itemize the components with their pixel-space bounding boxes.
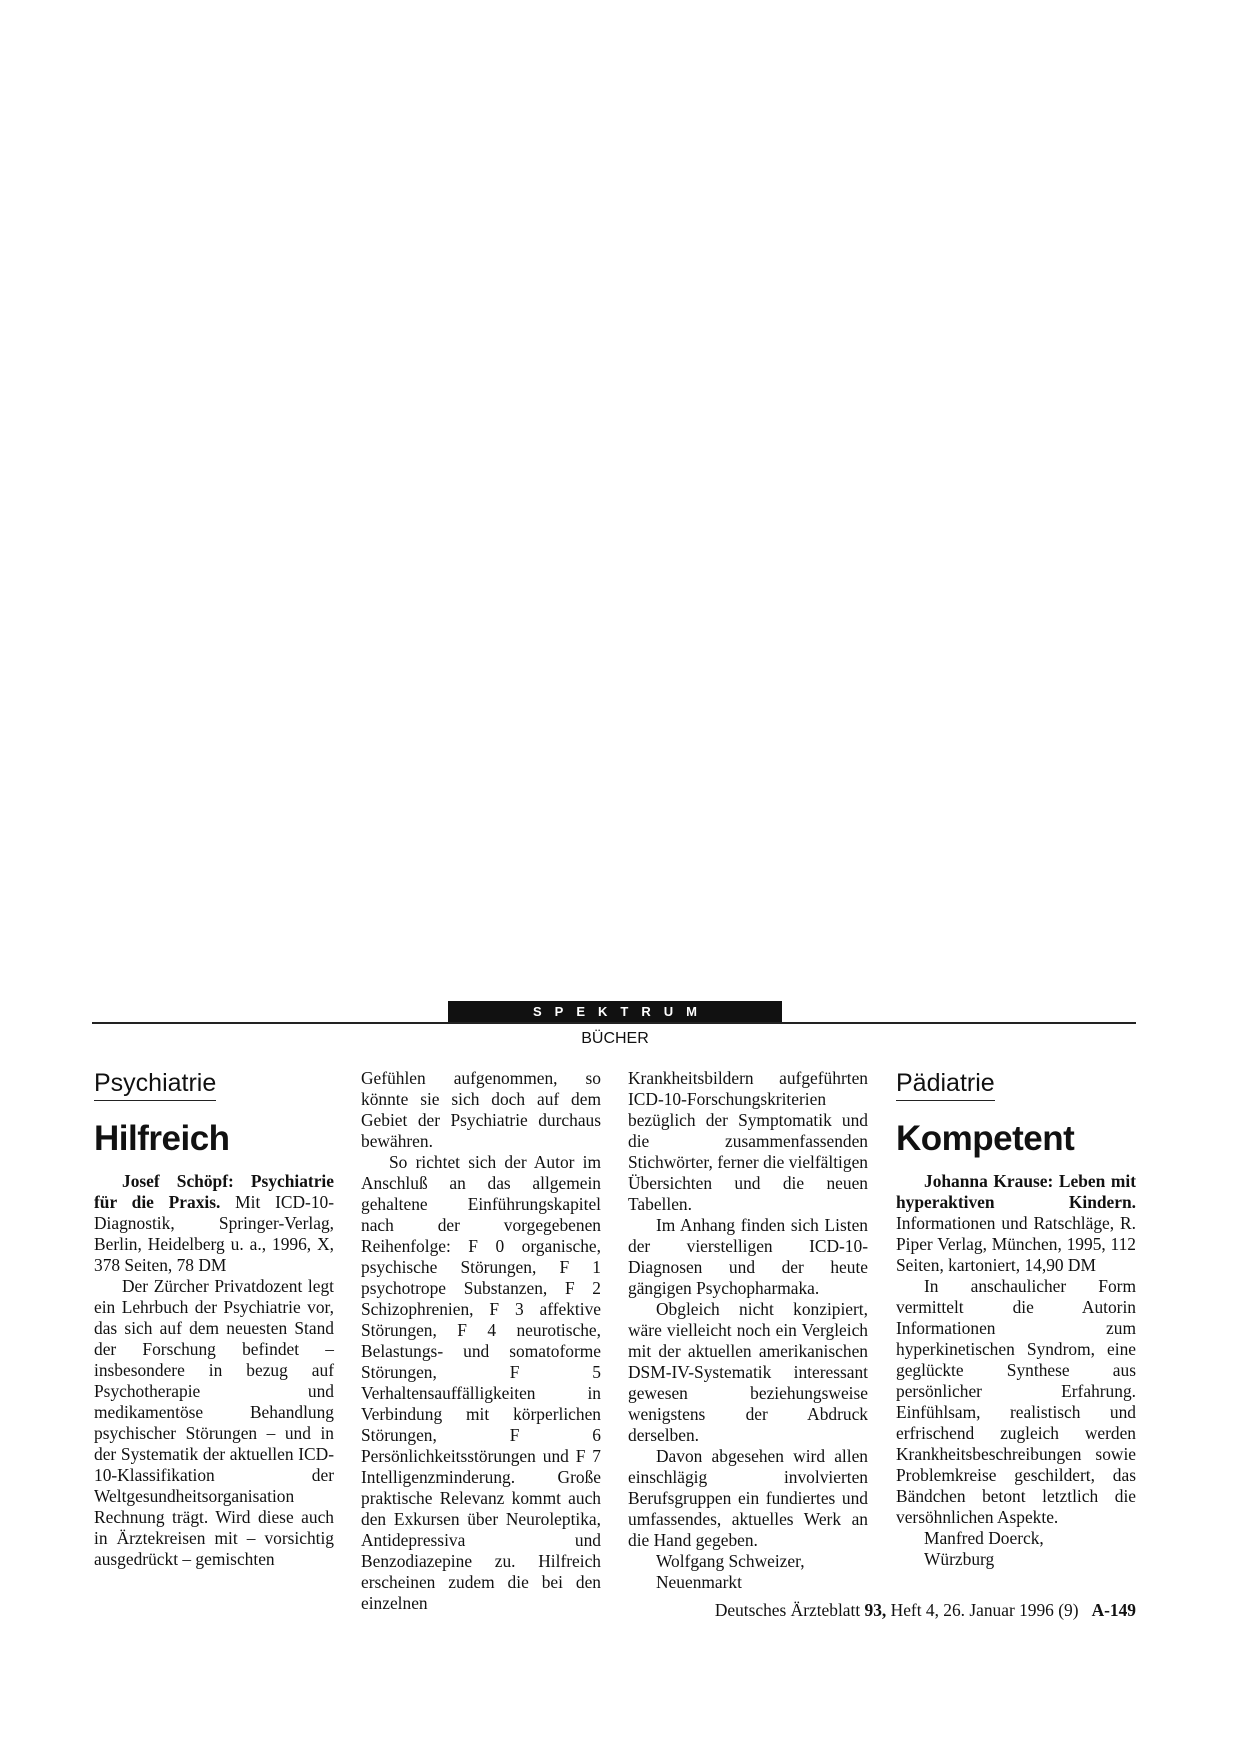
article1-paragraph-4: Obgleich nicht konzipiert, wäre vielleicht noch ein Vergleich mit der aktuellen amerikanischen DSM-IV-Systematik interessant gewesen beziehungsweise wenigstens der Abdruck derselben. [628, 1299, 868, 1445]
footer-journal: Deutsches Ärzteblatt [714, 1600, 861, 1620]
article1-citation [94, 1171, 334, 1276]
footer-volume: 93, [864, 1600, 887, 1620]
article2-headline: Kompetent [896, 1119, 1075, 1158]
article1-author-place: Neuenmarkt [656, 1572, 742, 1592]
article2-kicker: Pädiatrie [896, 1068, 995, 1101]
footer-page-number: A-149 [1091, 1600, 1136, 1620]
article1-headline: Hilfreich [94, 1119, 230, 1158]
spektrum-banner: SPEKTRUM [448, 1001, 782, 1022]
article2-author-name: Manfred Doerck, [924, 1528, 1044, 1548]
column-1 [94, 1068, 334, 1570]
article2-author-place: Würzburg [924, 1549, 995, 1569]
article1-paragraph-3: Im Anhang finden sich Listen der vierstelligen ICD-10-Diagnosen und der heute gängigen Psychopharmaka. [628, 1215, 868, 1298]
header-rule [92, 1022, 1136, 1024]
section-label: BÜCHER [581, 1030, 649, 1047]
footer-issue: Heft 4, 26. Januar 1996 (9) [890, 1600, 1079, 1620]
article1-author-name: Wolfgang Schweizer, [656, 1551, 805, 1571]
article1-citation-title: Josef Schöpf: Psychiatrie für die Praxis. [94, 1171, 334, 1212]
article1-paragraph-1a: Der Zürcher Privatdozent legt ein Lehrbuch der Psychiatrie vor, das sich auf dem neuesten Stand der Forschung befindet – insbesondere in bezug auf Psychotherapie und medikamentöse Behandlung psychischer Störungen – und in der Systematik der aktuellen ICD-10-Klassifikation der Weltgesundheitsorganisation Rechnung trägt. Wird diese auch in Ärztekreisen mit – vorsichtig ausgedrückt – gemischten [94, 1276, 334, 1569]
article2-citation [896, 1171, 1136, 1276]
article1-citation-details: Mit ICD-10-Diagnostik, Springer-Verlag, Berlin, Heidelberg u. a., 1996, X, 378 Seiten, 78 DM [94, 1192, 334, 1275]
article1-paragraph-2a: So richtet sich der Autor im Anschluß an das allgemein gehaltene Einführungskapitel nach der vorgegebenen Reihenfolge: F 0 organische, psychische Störungen, F 1 psychotrope Substanzen, F 2 Schizophrenien, F 3 affektive Störungen, F 4 neurotische, Belastungs- und somatoforme Störungen, F 5 Verhaltensauffälligkeiten in Verbindung mit körperlichen Störungen, F 6 Persönlichkeitsstörungen und F 7 Intelligenzminderung. Große praktische Relevanz kommt auch den Exkursen über Neuroleptika, Antidepressiva und Benzodiazepine zu. Hilfreich erscheinen zudem die bei den einzelnen [361, 1152, 601, 1613]
article1-paragraph-5: Davon abgesehen wird allen einschlägig involvierten Berufsgruppen ein fundiertes und umfassendes, aktuelles Werk an die Hand gegeben. [628, 1446, 868, 1550]
article2-citation-title: Johanna Krause: Leben mit hyperaktiven Kindern. [896, 1171, 1136, 1212]
page-footer [628, 1600, 1136, 1621]
column-3 [628, 1068, 868, 1593]
column-2 [361, 1068, 601, 1614]
article2-paragraph-1: In anschaulicher Form vermittelt die Autorin Informationen zum hyperkinetischen Syndrom, eine geglückte Synthese aus persönlicher Erfahrung. Einfühlsam, realistisch und erfrischend zugleich werden Krankheitsbeschreibungen sowie Problemkreise geschildert, das Bändchen betont letztlich die versöhnlichen Aspekte. [896, 1276, 1136, 1527]
article2-citation-details: Informationen und Ratschläge, R. Piper Verlag, München, 1995, 112 Seiten, kartoniert, 14,90 DM [896, 1213, 1136, 1275]
article1-paragraph-1b: Gefühlen aufgenommen, so könnte sie sich doch auf dem Gebiet der Psychiatrie durchaus bewähren. [361, 1068, 601, 1151]
column-4 [896, 1068, 1136, 1570]
article1-kicker: Psychiatrie [94, 1068, 216, 1101]
article1-paragraph-2b: Krankheitsbildern aufgeführten ICD-10-Forschungskriterien bezüglich der Symptomatik und die zusammenfassenden Stichwörter, ferner die vielfältigen Übersichten und die neuen Tabellen. [628, 1068, 868, 1214]
